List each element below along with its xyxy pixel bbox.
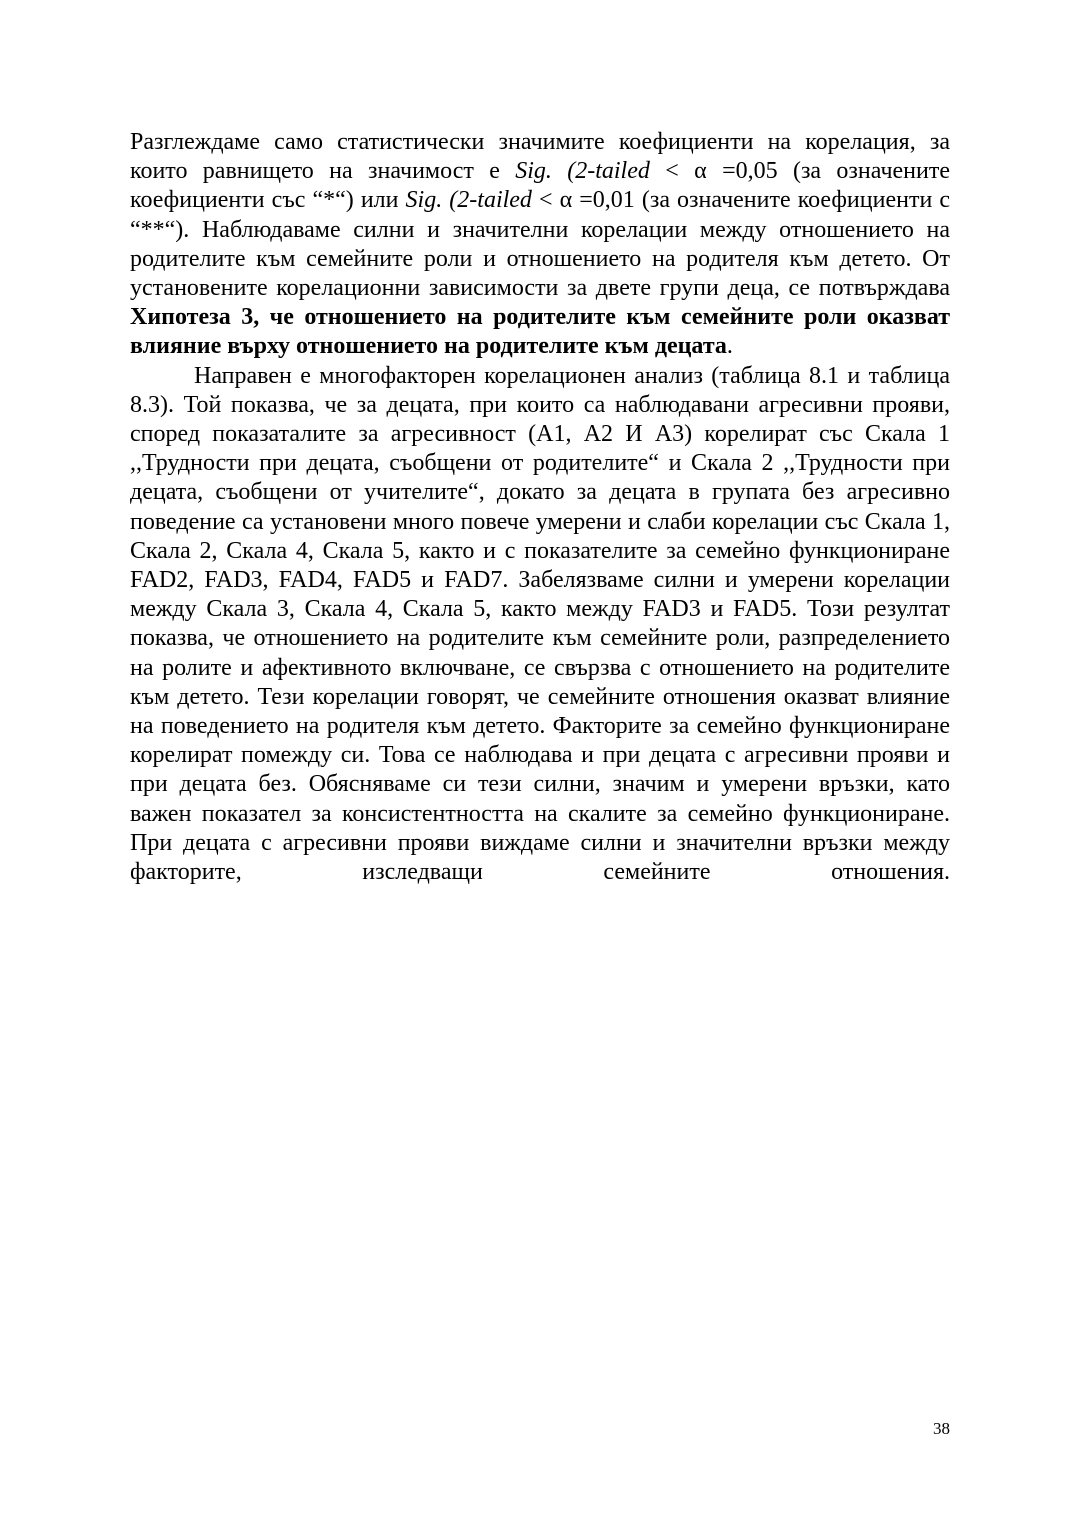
paragraph-1-text-c: < α =0,01 (за означените коефициенти с “**“). Наблюдаваме силни и значителни корелации между отношението на родителите към семейните роли и отношението на родителя към детето. От установените корелационни зависимости за двете групи деца, се потвърждава [130,187,951,302]
body-text [130,128,950,887]
sig-label-1: Sig. (2-tailed [515,158,650,185]
paragraph-2: Направен е многофакторен корелационен анализ (таблица 8.1 и таблица 8.3). Той показва, че за децата, при които са наблюдавани агресивни прояви, според показаталите за агресивност (А1, А2 И А3) корелират със Скала 1 ,,Трудности при децата, съобщени от родителите“ и Скала 2 ,,Трудности при децата, съобщени от учителите“, докато за децата в групата без агресивно поведение са установени много повече умерени и слаби корелации със Скала 1, Скала 2, Скала 4, Скала 5, както и с показателите за семейно функциониране FAD2, FAD3, FAD4, FAD5 и FAD7. Забелязваме силни и умерени корелации между Скала 3, Скала 4, Скала 5, както между FAD3 и FAD5. Този резултат показва, че отношението на родителите към семейните роли, разпределението на ролите и афективното включване, се свързва с отношението на родителите към детето. Тези корелации говорят, че семейните отношения оказват влияние на поведението на родителя към детето. Факторите за семейно функциониране корелират помежду си. Това се наблюдава и при децата с агресивни прояви и при децата без. Обясняваме си тези силни, значим и умерени връзки, като важен показател за консистентността на скалите за семейно функциониране. При децата с агресивни прояви виждаме силни и значителни връзки между факторите, изследващи семейните отношения. [130,362,951,886]
page-number: 38 [933,1419,950,1438]
hypothesis-3: Хипотеза 3, че отношението на родителите към семейните роли оказват влияние върху отношението на родителите към децата [130,304,950,360]
paragraph-1 [130,128,950,362]
paragraph-1-text-a: Разглеждаме само статистически значимите коефициенти на корелация, за които равнището на значимост е [130,129,950,185]
paragraph-1-text-b: < α =0,05 (за означените коефициенти със “*“) или [130,158,951,214]
paragraph-1-end: . [726,333,733,360]
sig-label-2: Sig. (2-tailed [405,187,532,214]
